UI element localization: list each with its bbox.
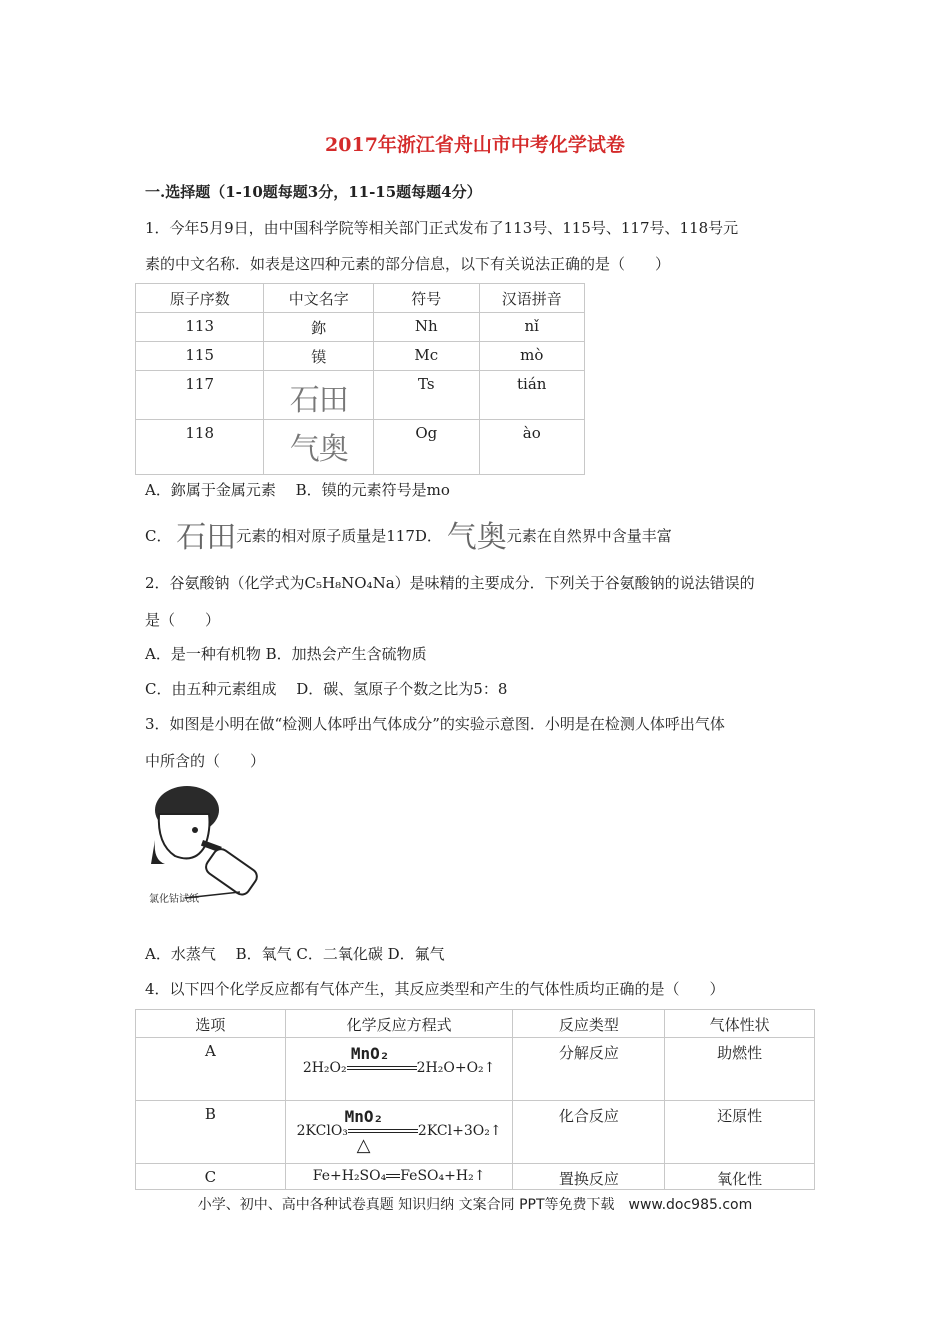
experiment-illustration (145, 780, 275, 916)
q2-options-ab: A．是一种有机物 B．加热会产生含硫物质 (145, 645, 427, 663)
q1-options-ab: A．鉨属于金属元素 B．镆的元素符号是mo (145, 481, 450, 499)
catalyst: MnO₂ (344, 1107, 384, 1126)
element-char-image: 气奥 (289, 432, 348, 467)
table-row (136, 313, 585, 342)
table-row (136, 1038, 815, 1101)
reactants: Fe+H₂SO₄ (312, 1168, 387, 1184)
q1-text-line2: 素的中文名称．如表是这四种元素的部分信息，以下有关说法正确的是（ ） (145, 255, 671, 273)
header-cell: 气体性状 (665, 1010, 815, 1038)
element-symbol: Mc (374, 342, 479, 371)
table-row (136, 1101, 815, 1164)
table-row (136, 342, 585, 371)
atomic-number: 118 (136, 420, 264, 475)
atomic-number: 113 (136, 313, 264, 342)
products: 2KCl+3O₂↑ (417, 1123, 502, 1139)
element-symbol: Nh (374, 313, 479, 342)
table-row (136, 1164, 815, 1190)
q2-options-cd: C．由五种元素组成 D．碳、氢原子个数之比为5：8 (145, 680, 508, 698)
products: FeSO₄+H₂↑ (400, 1168, 486, 1184)
table-header-row (136, 1010, 815, 1038)
reactants: 2KClO₃ (296, 1123, 348, 1139)
element-char-image: 石田 (289, 383, 348, 418)
header-cell: 选项 (136, 1010, 286, 1038)
eye (192, 827, 198, 833)
reaction-table (135, 1009, 815, 1190)
option-c-prefix: C． (145, 527, 172, 545)
header-cell: 化学反应方程式 (285, 1010, 513, 1038)
pinyin: ào (479, 420, 585, 475)
reaction-type: 置换反应 (513, 1164, 665, 1190)
q2-text-line1: 2．谷氨酸钠（化学式为C₅H₈NO₄Na）是味精的主要成分．下列关于谷氨酸钠的说法错误的 (145, 574, 755, 592)
header-cell: 汉语拼音 (479, 284, 585, 313)
footer-banner: 小学、初中、高中各种试卷真题 知识归纳 文案合同 PPT等免费下载 www.doc985.com (197, 1197, 753, 1213)
chinese-name: 镆 (264, 342, 374, 371)
element-table (135, 283, 585, 475)
atomic-number: 115 (136, 342, 264, 371)
section-heading: 一.选择题（1-10题每题3分，11-15题每题4分） (145, 183, 482, 201)
table-header-row (136, 284, 585, 313)
figure-label: 氯化钴试纸 (149, 894, 199, 905)
element-symbol: Ts (374, 371, 479, 420)
header-cell: 符号 (374, 284, 479, 313)
option-d-text: 元素在自然界中含量丰富 (506, 527, 672, 545)
table-row (136, 371, 585, 420)
heat-symbol: △ (356, 1135, 371, 1156)
option-letter: C (136, 1164, 286, 1190)
element-char-image: 气奥 (446, 520, 507, 555)
q4-text-line1: 4．以下四个化学反应都有气体产生，其反应类型和产生的气体性质均正确的是（ ） (145, 980, 725, 998)
header-cell: 反应类型 (513, 1010, 665, 1038)
header-cell: 原子序数 (136, 284, 264, 313)
reaction-type: 分解反应 (513, 1038, 665, 1101)
element-char-image: 石田 (176, 520, 237, 555)
reaction-type: 化合反应 (513, 1101, 665, 1164)
q1-text-line1: 1．今年5月9日，由中国科学院等相关部门正式发布了113号、115号、117号、118号元 (145, 219, 739, 237)
q3-text-line1: 3．如图是小明在做“检测人体呼出气体成分”的实验示意图．小明是在检测人体呼出气体 (145, 715, 725, 733)
element-symbol: Og (374, 420, 479, 475)
q3-options: A．水蒸气 B．氧气 C．二氧化碳 D．氟气 (145, 945, 445, 963)
q2-text-line2: 是（ ） (145, 611, 221, 629)
reactants: 2H₂O₂ (302, 1060, 347, 1076)
products: 2H₂O+O₂↑ (416, 1060, 496, 1076)
chemical-equation (296, 1107, 502, 1156)
q3-text-line2: 中所含的（ ） (145, 752, 266, 770)
document-title: 2017年浙江省舟山市中考化学试卷 (325, 134, 625, 156)
option-c-text: 元素的相对原子质量是117D． (236, 527, 442, 545)
option-letter: B (136, 1101, 286, 1164)
catalyst: MnO₂ (350, 1044, 390, 1063)
gas-property: 还原性 (665, 1101, 815, 1164)
chinese-name: 鉨 (264, 313, 374, 342)
header-cell: 中文名字 (264, 284, 374, 313)
table-row (136, 420, 585, 475)
chemical-equation (285, 1164, 513, 1190)
q1-options-cd (145, 520, 672, 555)
pinyin: nǐ (479, 313, 585, 342)
option-letter: A (136, 1038, 286, 1101)
pinyin: tián (479, 371, 585, 420)
gas-property: 氧化性 (665, 1164, 815, 1190)
chemical-equation (302, 1044, 496, 1076)
gas-property: 助燃性 (665, 1038, 815, 1101)
pinyin: mò (479, 342, 585, 371)
atomic-number: 117 (136, 371, 264, 420)
